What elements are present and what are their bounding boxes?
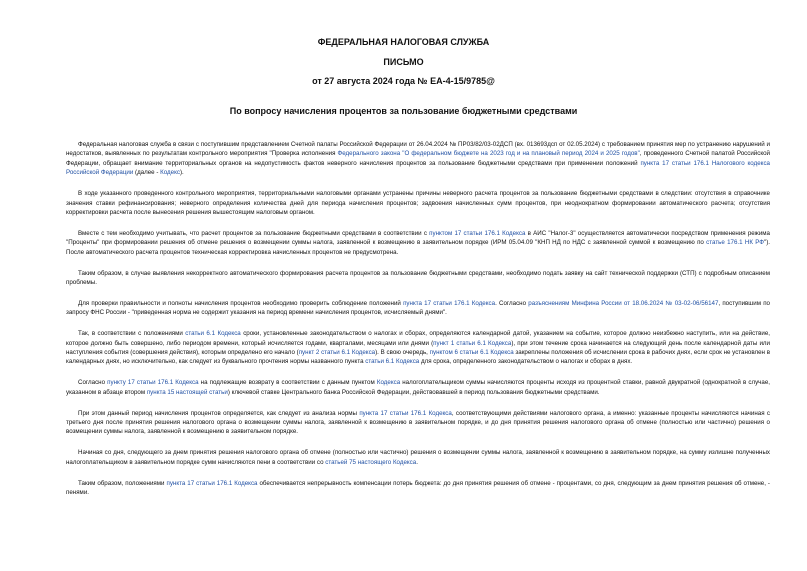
paragraph-text: Согласно (78, 379, 108, 387)
paragraph (66, 299, 770, 318)
paragraph-text: ) ключевой ставке Центрального банка Российской Федерации, действовавшей в период пользования бюджетными средствами. (227, 388, 600, 396)
document-org: ФЕДЕРАЛЬНАЯ НАЛОГОВАЯ СЛУЖБА (317, 37, 490, 47)
law-reference-link[interactable]: пункту 17 статьи 176.1 Кодекса (107, 379, 199, 387)
law-reference-link[interactable]: статьей 75 настоящего Кодекса (325, 458, 417, 466)
paragraph (66, 409, 770, 437)
law-reference-link[interactable]: Кодекс (160, 169, 180, 177)
law-reference-link[interactable]: Кодекса (376, 379, 401, 387)
paragraph-text: на подлежащие возврату в соответствии с данным пунктом (198, 379, 377, 387)
paragraph-text: (далее - (133, 169, 161, 177)
paragraph-text: налогоплательщиком суммы начисляются проценты исходя из процентной ставки, равной двукратной (однократной в случае, указанном в абзаце втором (66, 379, 770, 396)
law-reference-link[interactable]: пунктом 6 статьи 6.1 Кодекса (429, 349, 514, 356)
paragraph-text: Таким образом, в случае выявления некорректного автоматического формирования расчета процентов за пользование бюджетными средствами, необходимо подать заявку на сайт технической поддержки (СТП) с подробным описанием проблемы. (66, 269, 770, 286)
paragraph-text: "). После автоматического расчета процентов техническая корректировка начисленных процентов не предусмотрена. (66, 239, 770, 256)
paragraph (66, 479, 770, 498)
paragraph-text: , соответствующими действиями налогового органа, а именно: указанные проценты начисляются начиная с третьего дня после принятия решения налогового органа о возмещении суммы налога, заявленной к возмещению в заявительном порядке, и до дня принятия решения налогового органа об отмене (полностью или частично) решения о возмещении суммы налога, заявленной к возмещению в заявительном порядке. (66, 409, 770, 436)
paragraph-text: ). В свою очередь, (375, 349, 430, 356)
paragraph-text: При этом данный период начисления процентов определяется, как следует из анализа нормы (78, 409, 360, 417)
paragraph-text: Для проверки правильности и полноты начисления процентов необходимо проверить соблюдение положений (78, 299, 404, 307)
paragraph (66, 229, 770, 257)
paragraph (66, 189, 770, 217)
paragraph-text: закреплены положения об исчислении срока в рабочих днях, если срок не установлен в календарных днях, но исключительно, как следует из буквального прочтения нормы названного пункта (66, 349, 770, 366)
law-reference-link[interactable]: разъяснениям Минфина России от 18.06.2024 № 03-02-06/56147 (528, 299, 719, 307)
law-reference-link[interactable]: пункта 17 статьи 176.1 Кодекса (403, 299, 496, 307)
law-reference-link[interactable]: пункта 15 настоящей статьи (146, 388, 228, 396)
paragraph (66, 448, 770, 467)
paragraph-text: , поступившим по запросу ФНС России - "приведенная норма не содержит указания на период времени начисления процентов, исчисляемый днями". (66, 299, 770, 317)
document-subject: По вопросу начисления процентов за пользование бюджетными средствами (229, 106, 578, 116)
paragraph-text: для срока, определенного законодательством о налогах и сборах в днях. (419, 358, 633, 366)
law-reference-link[interactable]: пункта 17 статьи 176.1 Кодекса (166, 479, 258, 487)
law-reference-link[interactable]: статьи 6.1 Кодекса (365, 358, 420, 366)
law-reference-link[interactable]: статьи 6.1 Кодекса (185, 330, 241, 338)
paragraph-text: ). (179, 169, 184, 177)
law-reference-link[interactable]: Федерального закона "О федеральном бюджете на 2023 год и на плановый период 2024 и 2025 годов" (337, 150, 640, 158)
paragraph-text: в АИС "Налог-3" осуществляется автоматически посредством применения режима "Проценты" при формировании решения об отмене решения о возмещении суммы налога, заявленной к возмещению в заявительном порядке (ИРМ 05.04.09 "КНП НД по НДС с заявленной суммой к возмещению по (66, 229, 770, 247)
paragraph-text: Начиная со дня, следующего за днем принятия решения налогового органа об отмене (полностью или частично) решения о возмещении суммы налога, заявленной к возмещению в заявительном порядке, на сумму излишне полученных налогоплательщиком в заявительном порядке сумм начисляются пени в соответствии со (66, 449, 770, 466)
paragraph-text: В ходе указанного проведенного контрольного мероприятия, территориальными налоговыми органами устранены причины неверного расчета процентов за пользование бюджетными средствами в следствии: отсутствия в справочнике значения ставки рефинансирования; неверного определения количества дней для периода начисления процентов; задвоения начисленных сумм процентов, при неоднократном формировании автоматического расчета; отсутствия корректировки расчета после вынесения решения вышестоящим налоговым органом. (66, 190, 770, 216)
document-body (66, 140, 770, 509)
paragraph-text: Вместе с тем необходимо учитывать, что расчет процентов за пользование бюджетными средствами в соответствии с (78, 229, 430, 237)
paragraph (66, 329, 770, 367)
paragraph-text: обеспечивается непрерывность компенсации потерь бюджета: до дня принятия решения об отмене - процентами, со дня, следующим за днем принятия решения об отмене, - пенями. (66, 479, 770, 497)
law-reference-link[interactable]: пункта 17 статьи 176.1 Кодекса (359, 409, 452, 417)
paragraph-text: ), при этом течение срока начинается на следующий день после календарной даты или наступления события (совершения действия), которым определено его начало ( (66, 339, 770, 356)
law-reference-link[interactable]: пункт 2 статьи 6.1 Кодекса (298, 349, 376, 356)
document-type: ПИСЬМО (383, 57, 424, 67)
paragraph (66, 378, 770, 397)
paragraph-text: сроки, установленные законодательством о налогах и сборах, определяются календарной датой, указанием на событие, которое должно неизбежно наступить, или на действие, которое должно быть совершено, либо периодом времени, который исчисляется годами, кварталами, месяцами или днями ( (66, 330, 771, 347)
paragraph-text: . Согласно (495, 299, 529, 307)
law-reference-link[interactable]: пункт 1 статьи 6.1 Кодекса (433, 339, 512, 347)
paragraph-text: Таким образом, положениями (78, 479, 167, 487)
paragraph-text: . (416, 458, 418, 466)
paragraph (66, 269, 770, 288)
paragraph (66, 140, 770, 178)
paragraph-text: Так, в соответствии с положениями (78, 330, 186, 338)
law-reference-link[interactable]: статье 176.1 НК РФ (706, 239, 765, 247)
paragraph-text: , проведенного Счетной палатой Российской Федерации, обращает внимание территориальных органов на недопустимость фактов неверного начисления процентов за пользование бюджетными средствами при применении положений (66, 150, 771, 167)
paragraph-text: Федеральная налоговая служба в связи с поступившим представлением Счетной палаты Российской Федерации от 26.04.2024 № ПР03/82/03-02ДСП (вх. 013693дсп от 02.05.2024) с требованием принятия мер по устранению нарушений и недостатков, выявленных по результатам контрольного мероприятия "Проверка исполнения (66, 141, 770, 158)
law-reference-link[interactable]: пунктом 17 статьи 176.1 Кодекса (429, 229, 526, 237)
document-date-number: от 27 августа 2024 года № ЕА-4-15/9785@ (312, 76, 495, 86)
law-reference-link[interactable]: пункта 17 статьи 176.1 Налогового кодекса Российской Федерации (66, 159, 770, 177)
